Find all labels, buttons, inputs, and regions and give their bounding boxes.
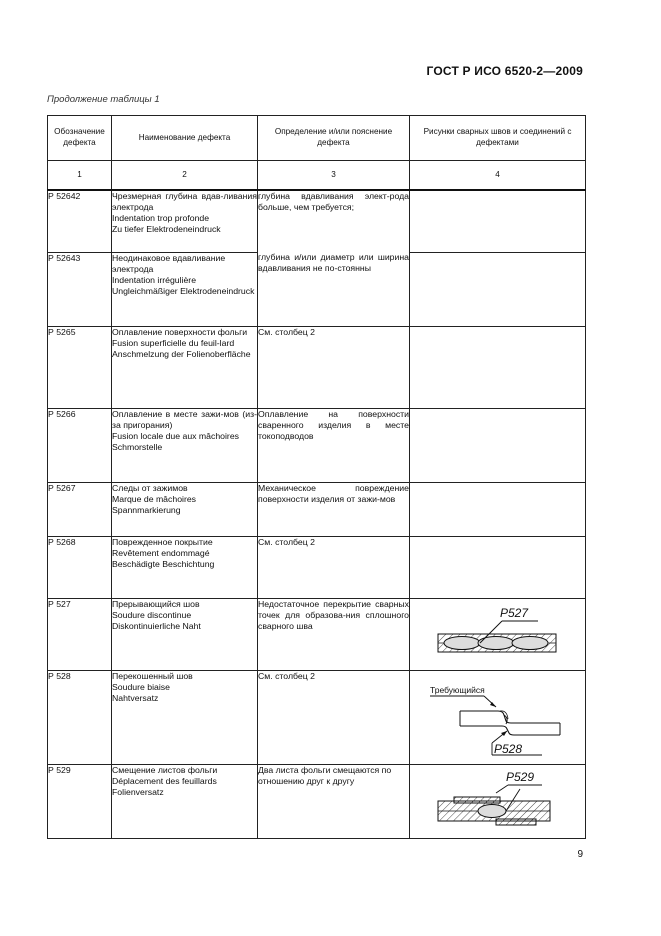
defect-code: Р 5268 bbox=[48, 536, 112, 598]
defect-name bbox=[112, 670, 258, 764]
defect-name bbox=[112, 190, 258, 252]
defect-name-ru: Поврежденное покрытие bbox=[112, 536, 213, 547]
figure-cell bbox=[410, 482, 586, 536]
figure-label: Р529 bbox=[506, 769, 535, 784]
discontinuous-weld-figure bbox=[410, 599, 584, 669]
defect-code: Р 52642 bbox=[48, 190, 112, 252]
column-header: Рисунки сварных швов и соединений с дефектами bbox=[410, 116, 586, 161]
defect-name-ru: Перекошенный шов bbox=[112, 670, 193, 681]
defect-name-fr: Revêtement endommagé bbox=[112, 547, 210, 558]
column-header: Определение и/или пояснение дефекта bbox=[258, 116, 410, 161]
defect-name-fr: Indentation irrégulière bbox=[112, 274, 197, 285]
defect-name-de: Beschädigte Beschichtung bbox=[112, 558, 215, 569]
defect-name-ru: Неодинаковое вдавливание электрода bbox=[112, 252, 226, 274]
defect-name-ru: Оплавление в месте зажи-мов (из-за пригорания) bbox=[112, 408, 257, 430]
defect-definition: глубина и/или диаметр или ширина вдавливания не по-стоянны bbox=[258, 252, 410, 326]
table-caption: Продолжение таблицы 1 bbox=[47, 94, 160, 105]
column-number: 4 bbox=[410, 161, 586, 191]
defect-definition: Недостаточное перекрытие сварных точек для образова-ния сплошного сварного шва bbox=[258, 598, 410, 670]
defect-name-ru: Смещение листов фольги bbox=[112, 764, 218, 775]
column-number: 1 bbox=[48, 161, 112, 191]
figure-cell bbox=[410, 670, 586, 764]
figure-cell bbox=[410, 326, 586, 408]
misaligned-weld-figure bbox=[410, 671, 584, 763]
defect-definition: Механическое повреждение поверхности изделия от зажи-мов bbox=[258, 482, 410, 536]
table-row bbox=[48, 598, 586, 670]
foil-displacement-figure bbox=[410, 765, 584, 837]
column-header: Обозначение дефекта bbox=[48, 116, 112, 161]
defect-name-ru: Следы от зажимов bbox=[112, 482, 188, 493]
defect-name-de: Zu tiefer Elektrodeneindruck bbox=[112, 224, 221, 235]
defect-name-ru: Прерывающийся шов bbox=[112, 598, 200, 609]
defect-code: Р 5266 bbox=[48, 408, 112, 482]
figure-cell bbox=[410, 190, 586, 252]
page-number: 9 bbox=[577, 849, 583, 860]
defect-name bbox=[112, 764, 258, 838]
figure-cell bbox=[410, 252, 586, 326]
column-number-row bbox=[48, 161, 586, 191]
defect-name-fr: Soudure discontinue bbox=[112, 609, 192, 620]
figure-label: Р528 bbox=[494, 741, 523, 756]
defect-definition: Оплавление на поверхности сваренного изделия в месте токоподводов bbox=[258, 408, 410, 482]
table-row bbox=[48, 764, 586, 838]
defect-name-de: Diskontinuierliche Naht bbox=[112, 620, 201, 631]
defect-name-fr: Marque de mâchoires bbox=[112, 493, 197, 504]
table-row bbox=[48, 252, 586, 326]
defect-code: Р 52643 bbox=[48, 252, 112, 326]
defect-definition: См. столбец 2 bbox=[258, 326, 410, 408]
defect-name-fr: Fusion superficielle du feuil-lard bbox=[112, 337, 235, 348]
defect-name-fr: Soudure biaise bbox=[112, 681, 170, 692]
defect-name-fr: Indentation trop profonde bbox=[112, 213, 210, 224]
defects-table bbox=[47, 115, 586, 839]
figure-cell bbox=[410, 764, 586, 838]
defect-name bbox=[112, 252, 258, 326]
figure-cell bbox=[410, 408, 586, 482]
table-row bbox=[48, 536, 586, 598]
defect-name-ru: Чрезмерная глубина вдав-ливания электрода bbox=[112, 191, 257, 213]
defect-name-de: Spannmarkierung bbox=[112, 504, 181, 515]
defect-definition: глубина вдавливания элект-рода больше, чем требуется; bbox=[258, 190, 410, 252]
document-header: ГОСТ Р ИСО 6520-2—2009 bbox=[426, 64, 583, 78]
defect-name bbox=[112, 482, 258, 536]
figure-cell bbox=[410, 598, 586, 670]
table-row bbox=[48, 408, 586, 482]
figure-cell bbox=[410, 536, 586, 598]
column-header: Наименование дефекта bbox=[112, 116, 258, 161]
defect-name-de: Nahtversatz bbox=[112, 692, 159, 703]
defect-name-de: Schmorstelle bbox=[112, 441, 163, 452]
defect-name bbox=[112, 408, 258, 482]
defect-name bbox=[112, 536, 258, 598]
defect-name bbox=[112, 598, 258, 670]
defect-name-de: Anschmelzung der Folienoberfläche bbox=[112, 348, 251, 359]
table-row bbox=[48, 190, 586, 252]
figure-note: Требующийся bbox=[430, 684, 485, 695]
defect-name-fr: Déplacement des feuillards bbox=[112, 775, 217, 786]
defect-name-de: Ungleichmäßiger Elektrodeneindruck bbox=[112, 285, 255, 296]
defect-name-fr: Fusion locale due aux mâchoires bbox=[112, 430, 240, 441]
defect-code: Р 527 bbox=[48, 598, 112, 670]
defect-name-ru: Оплавление поверхности фольги bbox=[112, 326, 248, 337]
figure-label: Р527 bbox=[500, 605, 529, 620]
defect-code: Р 5265 bbox=[48, 326, 112, 408]
defect-name-de: Folienversatz bbox=[112, 786, 164, 797]
column-number: 2 bbox=[112, 161, 258, 191]
defect-name bbox=[112, 326, 258, 408]
table-row bbox=[48, 670, 586, 764]
defect-code: Р 528 bbox=[48, 670, 112, 764]
defect-code: Р 529 bbox=[48, 764, 112, 838]
defect-definition: См. столбец 2 bbox=[258, 536, 410, 598]
defect-definition: Два листа фольги смещаются по отношению друг к другу bbox=[258, 764, 410, 838]
table-row bbox=[48, 482, 586, 536]
table-header-row bbox=[48, 116, 586, 161]
defect-definition: См. столбец 2 bbox=[258, 670, 410, 764]
defect-code: Р 5267 bbox=[48, 482, 112, 536]
column-number: 3 bbox=[258, 161, 410, 191]
table-row bbox=[48, 326, 586, 408]
